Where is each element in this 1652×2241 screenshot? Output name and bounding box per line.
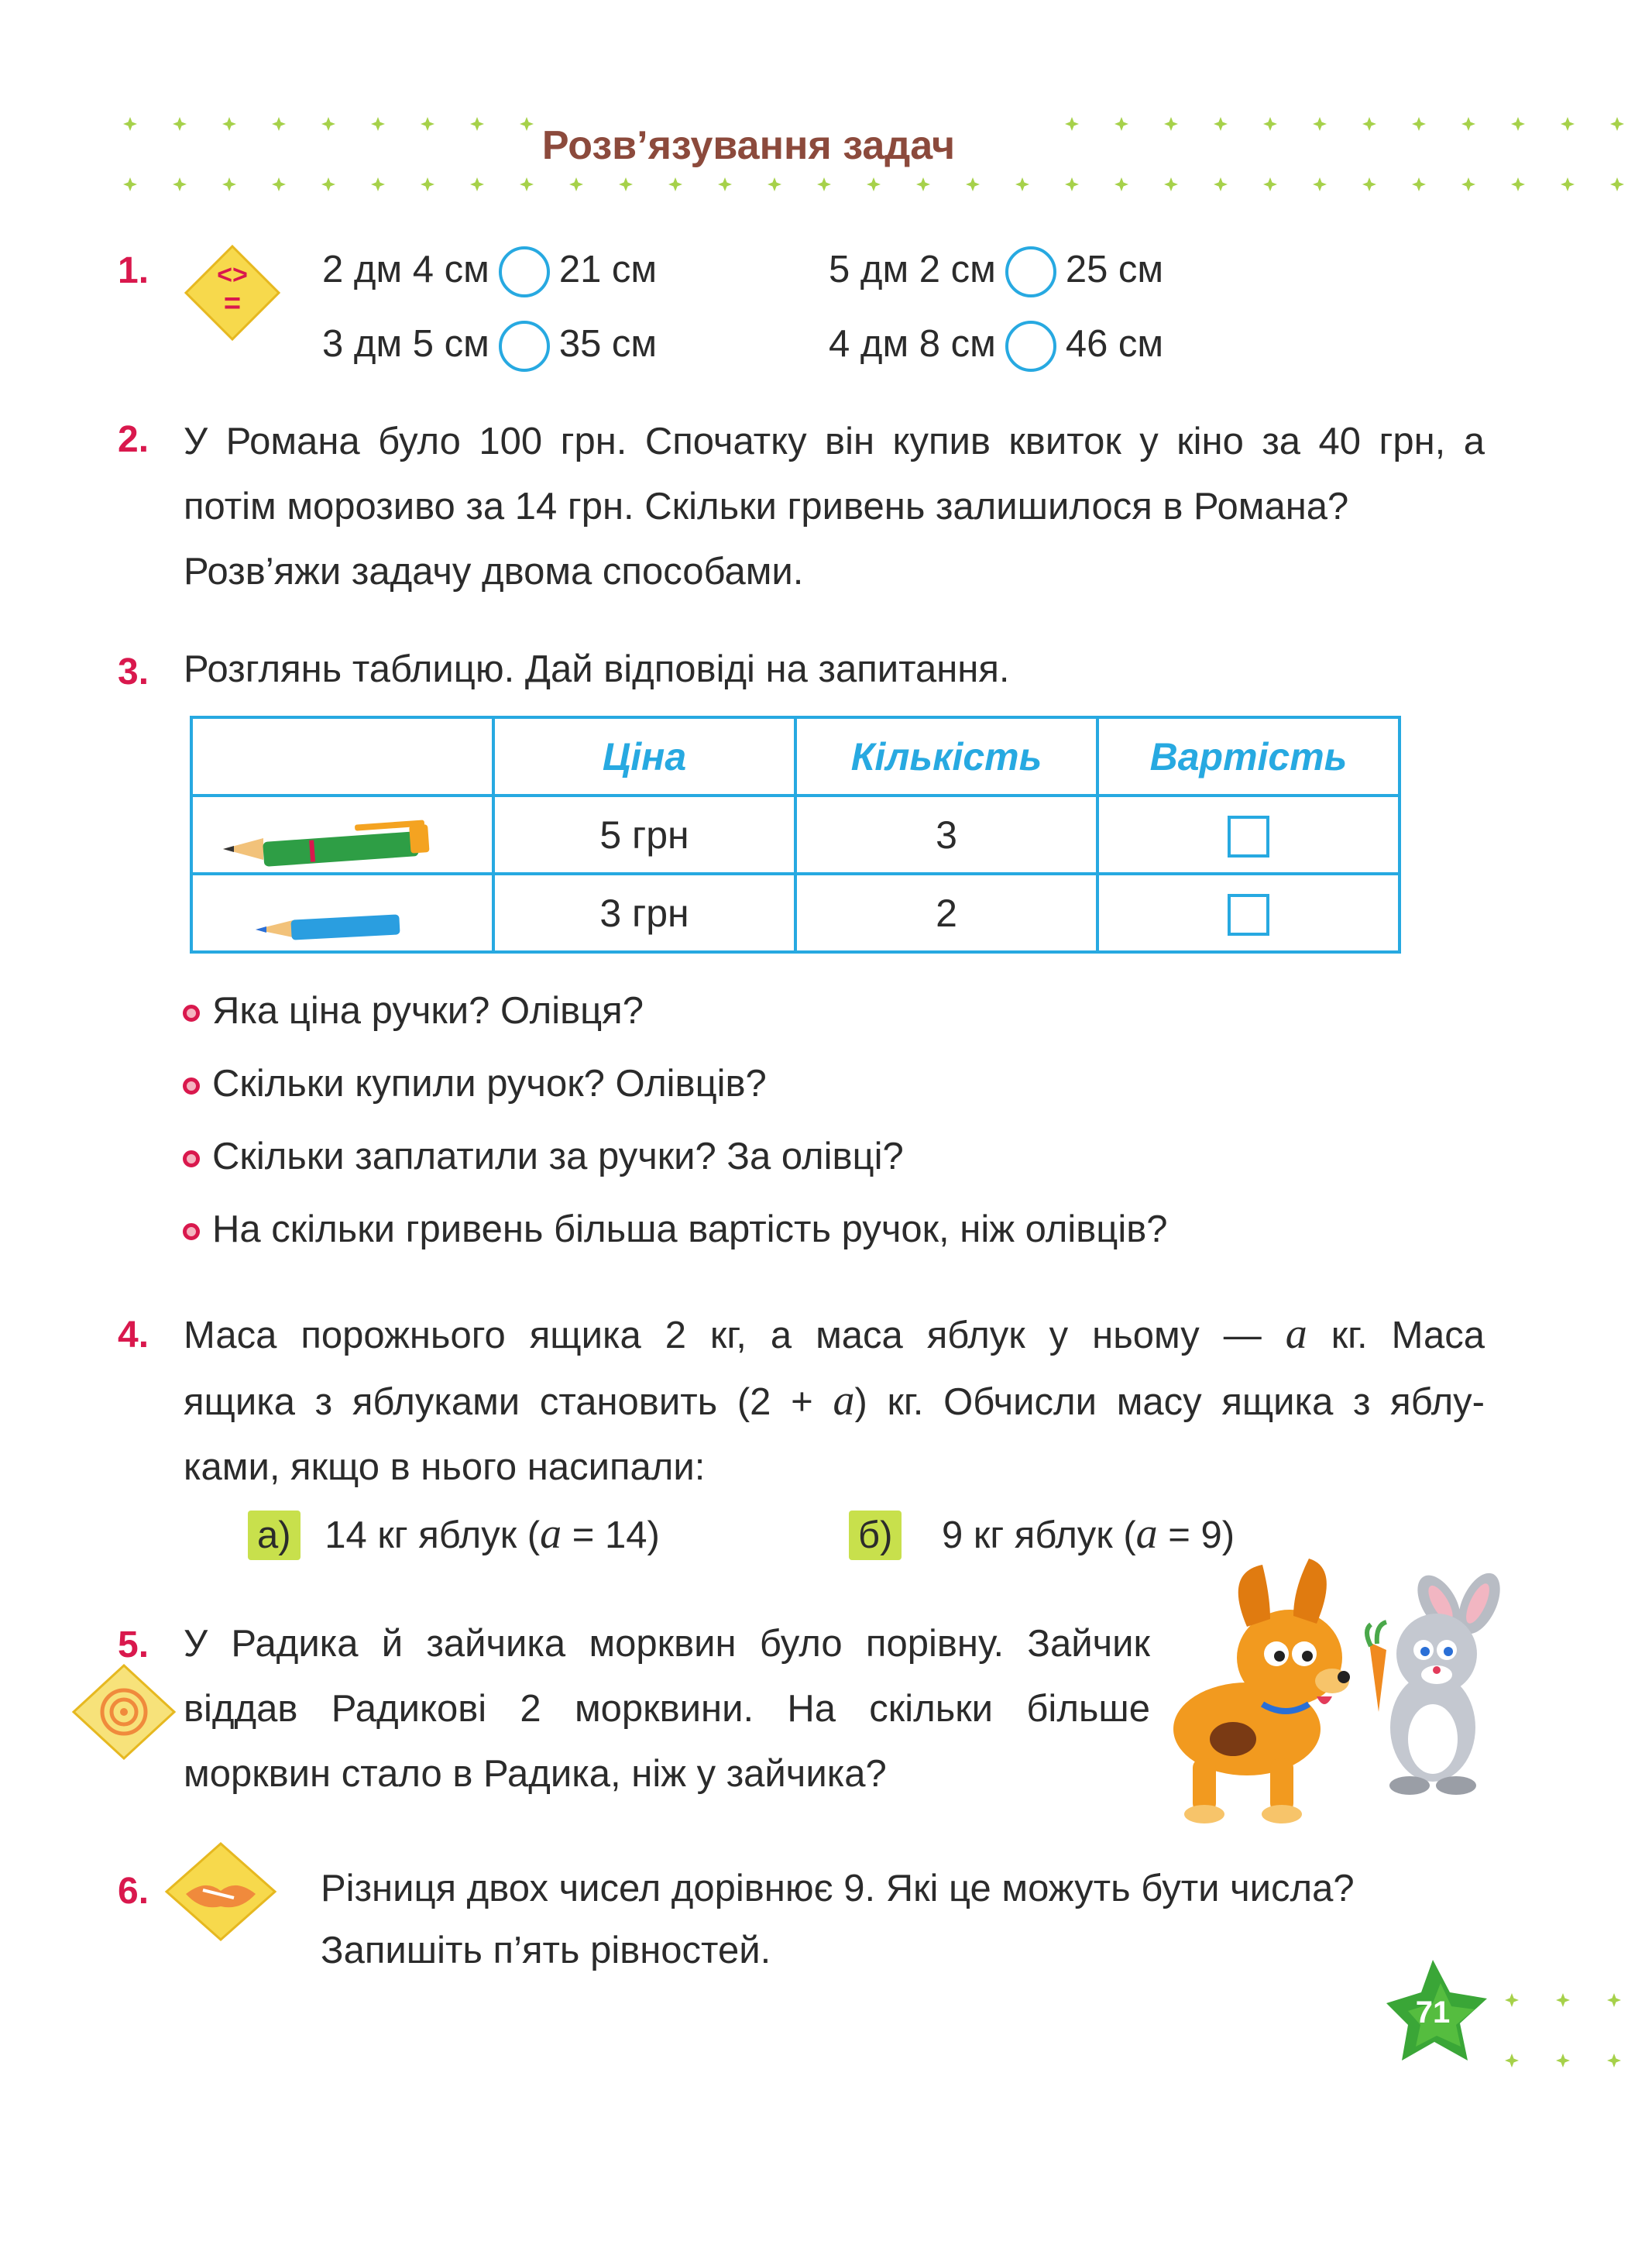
- task4-line2: [184, 1368, 1485, 1435]
- sparkle-icon: [321, 177, 335, 191]
- task4-option-b: [849, 1501, 1235, 1568]
- question-text: Яка ціна ручки? Олівця?: [212, 990, 644, 1032]
- task4-option-a: [248, 1501, 660, 1568]
- spiral-icon: [74, 1665, 174, 1758]
- option-b-text-2: = 9): [1157, 1514, 1235, 1556]
- task1-r2-b: 35 см: [558, 323, 658, 365]
- sparkle-icon: [1610, 177, 1624, 191]
- sparkle-icon: [966, 177, 980, 191]
- sparkle-icon: [222, 177, 236, 191]
- row-pen-item: [191, 796, 493, 874]
- sparkle-icon: [668, 177, 682, 191]
- task2-text: [184, 409, 1485, 604]
- task1-r1-c: 5 дм 2 см: [829, 249, 996, 290]
- variable-a: a: [1135, 1510, 1158, 1558]
- sparkle-icon: [817, 177, 831, 191]
- question-item: [183, 1120, 1168, 1193]
- task4-number: 4.: [118, 1315, 149, 1356]
- sparkle-icon: [916, 177, 930, 191]
- page-title: [0, 122, 1652, 169]
- bullet-icon: [183, 1005, 200, 1022]
- option-a-text-2: = 14): [562, 1514, 660, 1556]
- sparkle-icon: [1607, 1993, 1621, 2007]
- row-pen-price: 5 грн: [493, 796, 795, 874]
- bullet-icon: [183, 1078, 200, 1095]
- task2-number: 2.: [118, 419, 149, 460]
- sparkle-icon: [123, 177, 137, 191]
- task5-line3: морквин стало в Радика, ніж у зайчика?: [184, 1753, 887, 1795]
- task5-number: 5.: [118, 1624, 149, 1665]
- sparkle-icon: [1114, 177, 1128, 191]
- compare-signs-icon: [186, 246, 279, 339]
- sparkle-icon: [470, 177, 484, 191]
- option-b-label: б): [849, 1511, 902, 1560]
- task1-r2-compare-circle[interactable]: [499, 321, 550, 372]
- pen-cost-answer-box[interactable]: [1228, 816, 1269, 858]
- sparkle-icon: [1461, 177, 1475, 191]
- sparkle-icon: [1164, 177, 1178, 191]
- table-row: [191, 874, 1400, 952]
- sparkle-icon: [569, 177, 583, 191]
- sparkle-icon: [1214, 177, 1228, 191]
- task1-row1-right: [829, 237, 1163, 302]
- title-text: Розв’язування задач: [541, 123, 956, 168]
- sparkle-icon: [421, 177, 434, 191]
- bullet-icon: [183, 1150, 200, 1167]
- svg-text:<>: <>: [217, 260, 248, 290]
- question-item: [183, 974, 1168, 1047]
- sparkle-icon: [1607, 2054, 1621, 2067]
- sparkle-icon: [1561, 177, 1575, 191]
- option-a-text-1: 14 кг яблук (: [325, 1514, 541, 1556]
- task2-line2: потім морозиво за 14 грн. Скільки гривень залишилося в Романа?: [184, 486, 1349, 528]
- task4-l2b: ) кг. Обчисли масу ящика з яблу-: [854, 1381, 1485, 1423]
- sparkle-icon: [1556, 2054, 1570, 2067]
- option-b-text-1: 9 кг яблук (: [942, 1514, 1136, 1556]
- sparkle-icon: [1313, 177, 1327, 191]
- sparkle-icon: [1065, 177, 1079, 191]
- sparkle-icon: [1015, 177, 1029, 191]
- bunny-illustration: [1367, 1567, 1509, 1795]
- question-item: [183, 1047, 1168, 1120]
- task3-intro: Розглянь таблицю. Дай відповіді на запитання.: [184, 648, 1010, 690]
- sparkle-icon: [1362, 177, 1376, 191]
- task4-l2a: ящика з яблуками становить (2 +: [184, 1381, 813, 1423]
- task2-line3: Розв’яжи задачу двома способами.: [184, 551, 804, 593]
- task6-text: [321, 1858, 1482, 1981]
- question-text: Скільки купили ручок? Олівців?: [212, 1063, 767, 1105]
- header-item: [191, 717, 493, 796]
- corner-sparkle-icon: [1505, 1993, 1621, 2067]
- header-price: Ціна: [493, 717, 795, 796]
- task5-text: [184, 1611, 1150, 1806]
- variable-a: a: [1285, 1310, 1307, 1358]
- task5-line2: віддав Радикові 2 морквини. На скільки більше: [184, 1688, 1150, 1730]
- header-cost: Вартість: [1097, 717, 1400, 796]
- task4-l1a: Маса порожнього ящика 2 кг, а маса яблук у ньому —: [184, 1315, 1262, 1356]
- row-pencil-quantity: 2: [795, 874, 1097, 952]
- question-text: Скільки заплатили за ручки? За олівці?: [212, 1136, 904, 1177]
- sparkle-icon: [867, 177, 881, 191]
- table-row: [191, 796, 1400, 874]
- row-pen-quantity: 3: [795, 796, 1097, 874]
- sparkle-icon: [1263, 177, 1277, 191]
- task6-number: 6.: [118, 1871, 149, 1912]
- row-pen-cost: [1097, 796, 1400, 874]
- task1-number: 1.: [118, 250, 149, 291]
- question-item: [183, 1193, 1168, 1266]
- handshake-icon: [167, 1844, 275, 1940]
- task1-r1-compare-circle[interactable]: [499, 246, 550, 297]
- task1-r1-compare-circle-2[interactable]: [1005, 246, 1056, 297]
- price-table: [190, 716, 1401, 954]
- task4-line3: ками, якщо в нього насипали:: [184, 1446, 706, 1488]
- question-text: На скільки гривень більша вартість ручок, ніж олівців?: [212, 1208, 1168, 1250]
- task5-line1: У Радика й зайчика морквин було порівну. Зайчик: [184, 1623, 1150, 1665]
- sparkle-icon: [371, 177, 385, 191]
- task4-text: [184, 1301, 1485, 1500]
- row-pencil-cost: [1097, 874, 1400, 952]
- option-a-label: а): [248, 1511, 301, 1560]
- sparkle-icon: [1412, 177, 1426, 191]
- sparkle-icon: [173, 177, 187, 191]
- task1-row1-left: [322, 237, 657, 302]
- task1-row2-right: [829, 311, 1163, 376]
- task1-r2-d: 46 см: [1065, 323, 1164, 365]
- task1-r1-d: 25 см: [1065, 249, 1164, 290]
- sparkle-icon: [272, 177, 286, 191]
- variable-a: a: [833, 1377, 855, 1425]
- sparkle-icon: [768, 177, 781, 191]
- row-pencil-price: 3 грн: [493, 874, 795, 952]
- task3-questions: [183, 974, 1168, 1266]
- task6-line2: Запишіть п’ять рівностей.: [321, 1930, 771, 1971]
- page-number: 71: [1415, 1995, 1451, 2030]
- task1-row2-left: [322, 311, 657, 376]
- task2-line1: У Романа було 100 грн. Спочатку він купив квиток у кіно за 40 грн, а: [184, 421, 1485, 462]
- task6-line1: Різниця двох чисел дорівнює 9. Які це можуть бути числа?: [321, 1868, 1355, 1909]
- sparkle-icon: [1556, 1993, 1570, 2007]
- task1-r2-a: 3 дм 5 см: [322, 323, 489, 365]
- row-pencil-item: [191, 874, 493, 952]
- task4-line1: [184, 1301, 1485, 1368]
- dog-illustration: [1173, 1559, 1350, 1823]
- sparkle-icon: [1505, 2054, 1519, 2067]
- bullet-icon: [183, 1223, 200, 1240]
- sparkle-icon: [619, 177, 633, 191]
- sparkle-icon: [718, 177, 732, 191]
- task1-r2-compare-circle-2[interactable]: [1005, 321, 1056, 372]
- variable-a: a: [540, 1510, 562, 1558]
- task1-r2-c: 4 дм 8 см: [829, 323, 996, 365]
- sparkle-icon: [520, 177, 534, 191]
- header-quantity: Кількість: [795, 717, 1097, 796]
- task3-number: 3.: [118, 651, 149, 693]
- task1-r1-b: 21 см: [558, 249, 658, 290]
- sparkle-icon: [1505, 1993, 1519, 2007]
- sparkle-icon: [1511, 177, 1525, 191]
- svg-text:=: =: [223, 287, 242, 320]
- task1-r1-a: 2 дм 4 см: [322, 249, 489, 290]
- pencil-cost-answer-box[interactable]: [1228, 894, 1269, 936]
- table-header-row: [191, 717, 1400, 796]
- task4-l1b: кг. Маса: [1331, 1315, 1485, 1356]
